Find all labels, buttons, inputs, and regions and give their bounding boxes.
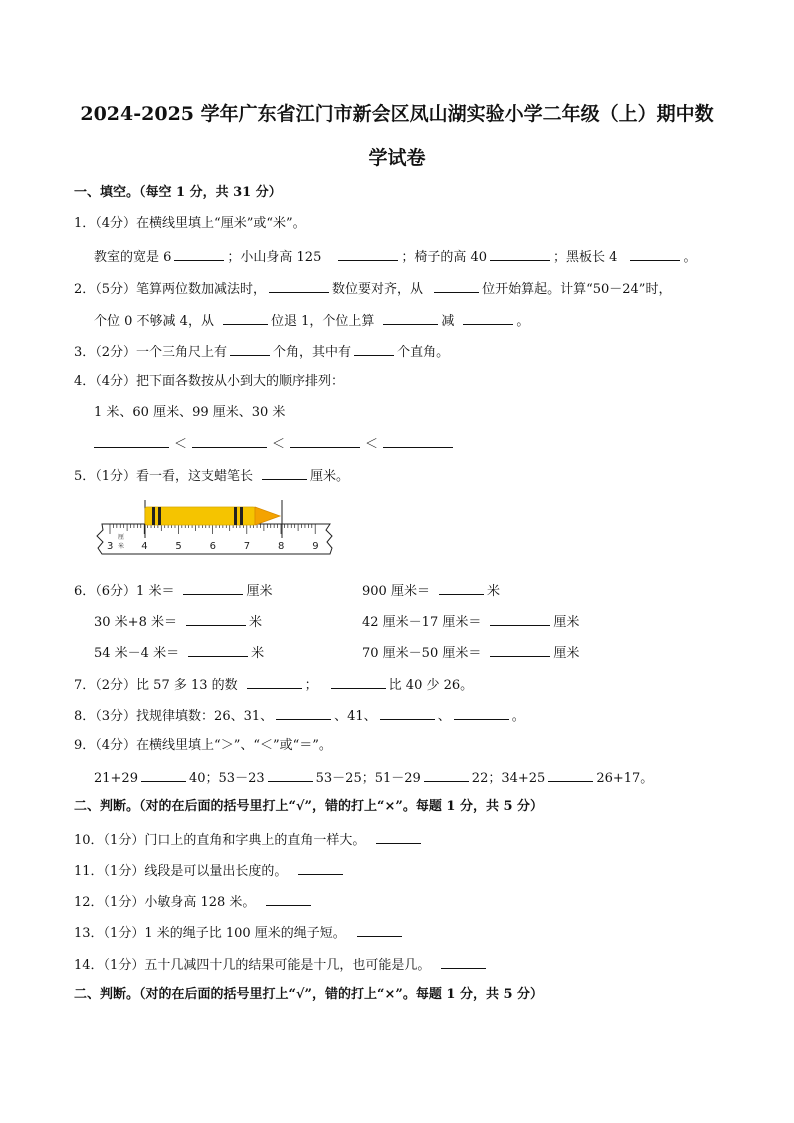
q9-blank-4[interactable]: [548, 768, 593, 782]
crayon-tip: [255, 507, 280, 525]
q10-text: 10．（1分）门口上的直角和字典上的直角一样大。: [74, 833, 366, 848]
q6-text: 米: [248, 615, 262, 630]
q13-blank[interactable]: [357, 923, 402, 937]
q13-text: 13．（1分）1 米的绳子比 100 厘米的绳子短。: [74, 926, 346, 941]
exam-title-line2: 学试卷: [368, 147, 426, 169]
less-than-sign: ＜: [272, 437, 286, 452]
q9-text-a: 21+29: [94, 771, 138, 786]
q8-blank-2[interactable]: [380, 706, 435, 720]
ruler-unit-bottom: 米: [118, 543, 125, 550]
question-6-row2-right: [362, 612, 579, 632]
q4-blank-2[interactable]: [192, 434, 267, 448]
q11-blank[interactable]: [298, 861, 343, 875]
q2-text-a: 2．（5分）笔算两位数加减法时，: [74, 282, 267, 297]
q11-text: 11．（1分）线段是可以量出长度的。: [74, 864, 288, 879]
q6-text: 900 厘米＝: [362, 584, 430, 599]
q2-text-f: 减: [441, 314, 455, 329]
question-9-stem: 9．（4分）在横线里填上“＞”、“＜”或“＝”。: [74, 738, 332, 753]
question-2-line2: [94, 311, 529, 331]
crayon-band: [234, 507, 237, 525]
section-heading-judge-repeat: 二、判断。（对的在后面的括号里打上“√”，错的打上“×”。每题 1 分，共 5 分）: [74, 987, 544, 1002]
q6-blank-3[interactable]: [186, 612, 246, 626]
crayon-band: [240, 507, 243, 525]
question-1-stem: 1．（4分）在横线里填上“厘米”或“米”。: [74, 216, 306, 231]
q1-blank-3[interactable]: [490, 247, 550, 261]
ruler-number: 4: [141, 541, 148, 552]
q2-text-g: 。: [516, 314, 530, 329]
q10-blank[interactable]: [376, 830, 421, 844]
q1-text-c: ；椅子的高 40: [401, 250, 488, 265]
q6-text: 30 米+8 米＝: [94, 615, 177, 630]
q8-blank-1[interactable]: [276, 706, 331, 720]
q4-blank-1[interactable]: [94, 434, 169, 448]
q3-text-c: 个直角。: [397, 345, 450, 360]
ruler-number: 6: [209, 541, 216, 552]
q1-text-a: 教室的宽是 6: [94, 250, 172, 265]
ruler-number: 5: [175, 541, 182, 552]
q8-text-c: 、: [437, 709, 451, 724]
question-3: [74, 342, 449, 362]
q6-text: 厘米: [246, 584, 273, 599]
q6-text: 42 厘米－17 厘米＝: [362, 615, 482, 630]
question-8: [74, 706, 525, 726]
question-6-row1-left: [74, 581, 272, 601]
q2-text-e: 位退 1，个位上算: [270, 314, 375, 329]
q2-text-b: 数位要对齐，从: [332, 282, 424, 297]
q6-text: 厘米: [553, 646, 580, 661]
ruler-number: 9: [312, 541, 319, 552]
q3-blank-2[interactable]: [354, 342, 394, 356]
q12-blank[interactable]: [266, 892, 311, 906]
q8-text-b: 、41、: [334, 709, 377, 724]
q1-blank-1[interactable]: [174, 247, 224, 261]
q6-text: 54 米－4 米＝: [94, 646, 180, 661]
section-heading-judge: 二、判断。（对的在后面的括号里打上“√”，错的打上“×”。每题 1 分，共 5 分）: [74, 799, 544, 814]
q5-text-a: 5．（1分）看一看，这支蜡笔长: [74, 469, 254, 484]
q4-blank-4[interactable]: [383, 434, 453, 448]
question-4-order-blanks: [94, 434, 456, 454]
q6-blank-2[interactable]: [439, 581, 484, 595]
crayon-band: [158, 507, 161, 525]
q9-blank-1[interactable]: [141, 768, 186, 782]
q2-blank-5[interactable]: [463, 311, 513, 325]
q9-text-b: 40；53－23: [188, 771, 265, 786]
q8-text-d: 。: [511, 709, 525, 724]
less-than-sign: ＜: [365, 437, 379, 452]
q5-blank-1[interactable]: [262, 466, 307, 480]
q6-text: 6．（6分）1 米＝: [74, 584, 175, 599]
q7-text-c: 比 40 少 26。: [388, 678, 474, 693]
q8-text-a: 8．（3分）找规律填数：26、31、: [74, 709, 274, 724]
section-heading-fill: 一、填空。（每空 1 分，共 31 分）: [74, 185, 282, 200]
question-6-row1-right: [362, 581, 500, 601]
question-6-row2-left: [94, 612, 262, 632]
question-9-body: [94, 768, 653, 788]
question-12: [74, 892, 314, 912]
q6-text: 米: [486, 584, 500, 599]
q6-blank-5[interactable]: [188, 643, 248, 657]
q6-text: 厘米: [553, 615, 580, 630]
ruler-unit-top: 厘: [118, 534, 125, 541]
crayon-body: [145, 507, 255, 525]
q14-text: 14．（1分）五十几减四十几的结果可能是十几，也可能是几。: [74, 958, 431, 973]
q2-blank-2[interactable]: [434, 279, 479, 293]
q6-text: 70 厘米－50 厘米＝: [362, 646, 482, 661]
q8-blank-3[interactable]: [454, 706, 509, 720]
ruler-crayon-figure: [94, 496, 340, 560]
question-6-row3-left: [94, 643, 264, 663]
q14-blank[interactable]: [441, 955, 486, 969]
q6-text: 米: [251, 646, 265, 661]
q1-text-b: ；小山身高 125: [227, 250, 322, 265]
q3-blank-1[interactable]: [230, 342, 270, 356]
ruler-number: 8: [278, 541, 285, 552]
q6-blank-6[interactable]: [490, 643, 550, 657]
q5-text-b: 厘米。: [310, 469, 350, 484]
ruler-number: 7: [243, 541, 251, 552]
question-7: [74, 675, 473, 695]
less-than-sign: ＜: [174, 437, 188, 452]
q6-blank-4[interactable]: [490, 612, 550, 626]
q2-blank-4[interactable]: [383, 311, 438, 325]
q9-blank-2[interactable]: [268, 768, 313, 782]
question-14: [74, 955, 489, 975]
q9-blank-3[interactable]: [424, 768, 469, 782]
q2-text-c: 位开始算起。计算“50－24”时，: [482, 282, 672, 297]
q2-blank-3[interactable]: [223, 311, 268, 325]
q9-text-e: 26+17。: [596, 771, 654, 786]
question-4-stem: 4．（4分）把下面各数按从小到大的顺序排列：: [74, 374, 345, 389]
ruler-number: 3: [107, 541, 114, 552]
question-6-row3-right: [362, 643, 579, 663]
q1-text-e: 。: [683, 250, 697, 265]
q3-text-b: 个角，其中有: [273, 345, 352, 360]
q7-text-a: 7．（2分）比 57 多 13 的数: [74, 678, 238, 693]
q7-blank-2[interactable]: [331, 675, 386, 689]
q12-text: 12．（1分）小敏身高 128 米。: [74, 895, 256, 910]
q2-blank-1[interactable]: [269, 279, 329, 293]
question-1-body: [94, 247, 696, 267]
q1-blank-2[interactable]: [338, 247, 398, 261]
question-2-line1: [74, 279, 671, 299]
q9-text-c: 53－25；51－29: [315, 771, 421, 786]
q4-blank-3[interactable]: [290, 434, 360, 448]
question-10: [74, 830, 424, 850]
crayon-band: [152, 507, 155, 525]
question-4-items: 1 米、60 厘米、99 厘米、30 米: [94, 405, 286, 420]
q3-text-a: 3．（2分）一个三角尺上有: [74, 345, 228, 360]
q7-blank-1[interactable]: [247, 675, 302, 689]
question-13: [74, 923, 405, 943]
q6-blank-1[interactable]: [183, 581, 243, 595]
q7-text-b: ；: [304, 678, 318, 693]
exam-title-line1: 2024-2025 学年广东省江门市新会区凤山湖实验小学二年级（上）期中数: [80, 103, 714, 125]
question-11: [74, 861, 346, 881]
question-5: [74, 466, 349, 486]
q1-text-d: ；黑板长 4: [553, 250, 618, 265]
q9-text-d: 22；34+25: [471, 771, 546, 786]
q2-text-d: 个位 0 不够减 4，从: [94, 314, 214, 329]
q1-blank-4[interactable]: [630, 247, 680, 261]
